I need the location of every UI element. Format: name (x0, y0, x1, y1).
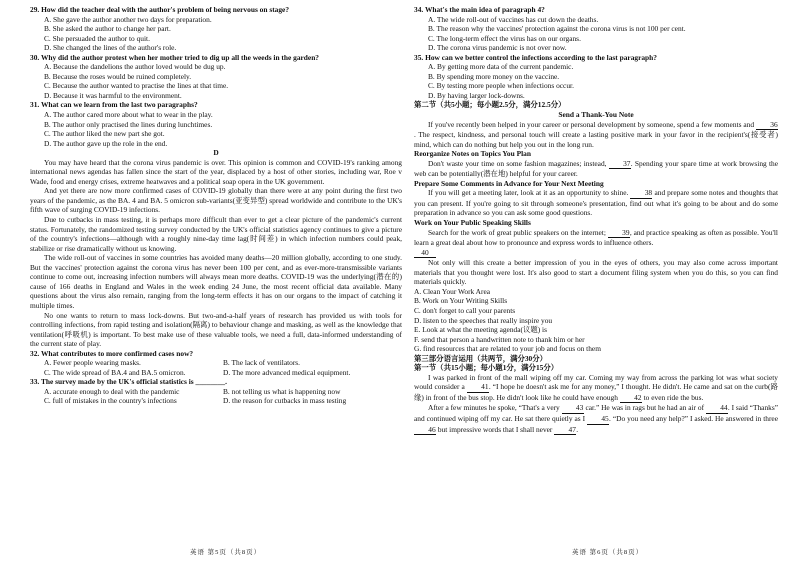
option: A. The wide roll-out of vaccines has cut down the deaths. (428, 14, 599, 24)
question-stem: 29. How did the teacher deal with the author's problem of being nervous on stage? (30, 5, 290, 14)
answer-blank[interactable]: 41 (467, 382, 489, 393)
option: D. She changed the lines of the author's role. (44, 43, 177, 53)
right-page (414, 5, 778, 435)
text: , and practice speaking as often as possible. You'll learn a great deal about how to pronounce and express words to influence others. (414, 227, 778, 248)
heading-blank-row (414, 248, 778, 259)
question-32 (30, 349, 402, 378)
option: D. The more advanced medical equipment. (223, 367, 351, 377)
option: B. She asked the author to change her part. (44, 24, 171, 34)
page-footer: 英语 第6页（共8页） (572, 549, 644, 556)
option: A. accurate enough to deal with the pandemic (44, 386, 180, 396)
text: . “I hope he doesn't ask me for any money,” I thought. He didn't. He came and sat on the curb(路缘) in front of the bus stop. He didn't look like he could have enough (414, 382, 778, 402)
option: D. By having larger lock-downs. (428, 90, 525, 100)
text: After a few minutes he spoke, “That's a very (428, 403, 562, 413)
question-35 (414, 53, 778, 101)
answer-blank[interactable]: 47 (554, 425, 576, 436)
text: If you've recently been helped in your career or personal development by someone, spend a few moments and (428, 119, 756, 129)
paragraph (414, 159, 778, 179)
choice-list (414, 287, 778, 354)
option-row (30, 368, 402, 378)
choice: G. find resources that are related to your job and focus on them (414, 344, 601, 354)
option-row (30, 387, 402, 397)
option: C. full of mistakes in the country's infections (44, 396, 177, 406)
paragraph (414, 403, 778, 435)
section-heading: 第二节（共5小题；每小题2.5分，满分12.5分） (414, 100, 566, 110)
option: D. The corona virus pandemic is not over now. (428, 43, 567, 53)
answer-blank[interactable]: 38 (630, 188, 652, 199)
question-34 (414, 5, 778, 53)
question-30 (30, 53, 402, 101)
question-stem: 34. What's the main idea of paragraph 4? (414, 5, 545, 14)
option: D. the reason for cutbacks in mass testing (223, 396, 347, 406)
subheading: Reorganize Notes on Topics You Plan (414, 149, 531, 159)
text: Search for the work of great public speakers on the internet; (428, 227, 608, 237)
option: C. The long-term effect the virus has on our organs. (428, 33, 581, 43)
text: . The respect, kindness, and personal touch will create a lasting positive mark in your favor in the recipient's(接受者) mind, which can do nothing but help you out in the long run. (414, 130, 778, 149)
text: to even ride the bus. (641, 392, 704, 402)
answer-blank[interactable]: 42 (620, 393, 642, 404)
answer-blank[interactable]: 46 (414, 425, 436, 436)
option: C. The wide spread of BA.4 and BA.5 omicron. (44, 367, 186, 377)
paragraph: Not only will this create a better impression of you in the eyes of others, you may also come across important materials that you thought were lost. It's also good to start a document filing system when you do this, so you can find materials quickly. (414, 258, 778, 287)
left-page (30, 5, 402, 406)
question-stem: 30. Why did the author protest when her mother tried to dig up all the weeds in the garden? (30, 52, 320, 62)
answer-blank[interactable]: 39 (608, 228, 630, 239)
text: Don't waste your time on some fashion magazines; instead, (428, 158, 609, 168)
question-stem: 33. The survey made by the UK's official statistics is ________. (30, 377, 227, 387)
paragraph: Due to cutbacks in mass testing, it is perhaps more difficult than ever to get a clear picture of the pandemic's current status. Fortunately, the randomized testing survey conducted by the UK's official statistics agency continues to give a picture of the country's infections—although with a roughly nine-day time lag(时间差) in which infection numbers could peak, stabilize or rise dramatically without us knowing. (30, 215, 402, 253)
answer-blank[interactable]: 40 (414, 248, 436, 259)
option: A. Fewer people wearing masks. (44, 358, 141, 368)
option: A. She gave the author another two days for preparation. (44, 14, 212, 24)
option: B. The reason why the vaccines' protection against the corona virus is not 100 per cent. (428, 24, 686, 34)
paragraph: And yet there are now more confirmed cases of COVID-19 globally than there were at any point during the first two years of the pandemic, as the BA. 4 and BA. 5 omicron sub-variants(亚变异型) spread worldwide and contribute to the UK's fifth wave of surging COVID-19 infections. (30, 186, 402, 215)
choice: E. Look at what the meeting agenda(议题) is (414, 325, 547, 335)
question-33 (30, 377, 402, 406)
answer-blank[interactable]: 43 (562, 403, 584, 414)
option: B. By spending more money on the vaccine. (428, 71, 560, 81)
text: . “Do you need any help?” I asked. He answered in three (609, 413, 778, 423)
text: but impressive words that I shall never (436, 424, 555, 434)
passage-title: Send a Thank-You Note (558, 110, 634, 120)
text: . Spending your spare time at work browsing the web can be potentially(潜在地) helpful for your career. (414, 158, 778, 179)
page-footer: 英语 第5页（共8页） (190, 549, 262, 556)
choice: D. listen to the speeches that really inspire you (414, 315, 553, 325)
paragraph (414, 188, 778, 218)
option: C. Because the author wanted to practise the lines at that time. (44, 81, 229, 91)
answer-blank[interactable]: 37 (609, 159, 631, 170)
section-heading: 第一节（共15小题；每小题1分，满分15分） (414, 363, 559, 373)
choice: B. Work on Your Writing Skills (414, 296, 508, 306)
section-heading: D (213, 148, 219, 158)
text: . (576, 424, 579, 434)
question-31 (30, 100, 402, 148)
option: C. The author liked the new part she got. (44, 129, 165, 139)
paragraph (414, 120, 778, 150)
paragraph (414, 228, 778, 248)
text: car.” He was in rags but he had an air of (583, 403, 706, 413)
part-heading: 第三部分语言运用（共两节，满分30分） (414, 353, 548, 363)
paragraph (414, 373, 778, 404)
question-stem: 35. How can we better control the infections according to the last paragraph? (414, 52, 657, 62)
text: . I said “Thanks” and continued wiping off my car. He sat there quietly as I (414, 403, 779, 423)
option: B. Because the roses would be ruined completely. (44, 71, 192, 81)
option-row (30, 396, 402, 406)
option: C. By testing more people when infections occur. (428, 81, 574, 91)
option: A. By getting more data of the current pandemic. (428, 62, 574, 72)
choice: F. send that person a handwritten note to thank him or her (414, 334, 585, 344)
answer-blank[interactable]: 36 (756, 120, 778, 131)
option: A. Because the dandelions the author loved would be dug up. (44, 62, 226, 72)
answer-blank[interactable]: 44 (706, 403, 728, 414)
question-29 (30, 5, 402, 53)
text: If you will get a meeting later, look at it as an opportunity to shine. (428, 188, 631, 198)
option-row (30, 358, 402, 368)
subheading: Prepare Some Comments in Advance for Your Next Meeting (414, 178, 604, 188)
question-stem: 32. What contributes to more confirmed cases now? (30, 348, 194, 358)
paragraph: The wide roll-out of vaccines in some countries has avoided many deaths—20 million globally, according to one study. But the vaccines' protection against the corona virus has never been 100 per cent, and as ever-more-transmissible variants continue to come out, increasing infection numbers will always mean more deaths. COVID-19 was the underlying(潜在的) cause of 166 deaths in England and Wales in the week ending 24 June, the most recent official data available. Many questions about the virus also remain, ranging from the long-term effects it has on our organs to the impact of catching it multiple times. (30, 253, 402, 310)
option: D. Because it was harmful to the environment. (44, 90, 182, 100)
option: C. She persuaded the author to quit. (44, 33, 150, 43)
option: B. The author only practised the lines during lunchtimes. (44, 119, 213, 129)
option: B. not telling us what is happening now (223, 386, 341, 396)
option: D. The author gave up the role in the end. (44, 138, 168, 148)
text: I was parked in front of the mall wiping off my car. Coming my way from across the parking lot was what society would consider a (414, 372, 778, 392)
text: and prepare some notes and thoughts that you can present. If you're going to sit through someone's presentation, find out what it's going to be about and do some preparation in advance so you can ask some good questions. (414, 188, 778, 218)
paragraph: You may have heard that the corona virus pandemic is over. This opinion is common and COVID-19's ranking among international news agendas has fallen since the start of the year, displaced by a host of other stories, including war, Roe v Wade, food and energy crises, extreme heatwaves and a political soap opera in the UK government. (30, 157, 402, 186)
paragraph: No one wants to return to mass lock-downs. But two-and-a-half years of research has provided us with tools for controlling infections, from rapid testing and isolation(隔离) to behaviour change and masking, as well as the knowledge that ventilation(呼吸机) is important. To best make use of these valuable tools, we need a full, data-informed understanding of the current state of play. (30, 310, 402, 349)
subheading: Work on Your Public Speaking Skills (414, 218, 531, 228)
choice: C. don't forget to call your parents (414, 305, 516, 315)
answer-blank[interactable]: 45 (587, 414, 609, 425)
option: B. The lack of ventilators. (223, 358, 301, 368)
question-stem: 31. What can we learn from the last two paragraphs? (30, 100, 198, 110)
choice: A. Clean Your Work Area (414, 286, 491, 296)
option: A. The author cared more about what to wear in the play. (44, 110, 213, 120)
